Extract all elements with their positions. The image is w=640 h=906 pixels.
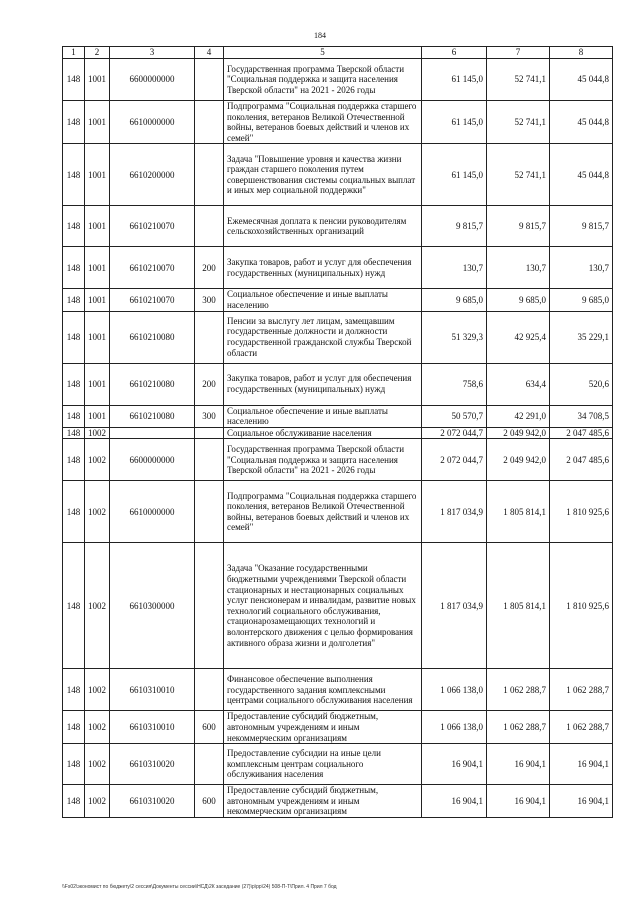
cell-name: Задача "Оказание государственными бюджетными учреждениями Тверской области стационарных и нестационарных социальных услуг пенсионерам и инвалидам, развитие новых технологий социального обслуживания, стационарозамещающих технологий и волонтерского движения с целью формирования активного образа жизни и долголетия" (224, 543, 422, 669)
table-row (63, 439, 613, 481)
cell-name: Задача "Повышение уровня и качества жизни граждан старшего поколения путем совершенствования системы социальных выплат и иных мер социальной поддержки" (224, 144, 422, 206)
cell-expense-type (195, 439, 224, 481)
cell-admin-code: 148 (63, 101, 85, 144)
cell-expense-type (195, 481, 224, 543)
cell-expense-type (195, 669, 224, 711)
cell-amount-year-2: 1 805 814,1 (487, 481, 550, 543)
table-row (63, 711, 613, 744)
cell-amount-year-3: 45 044,8 (550, 101, 613, 144)
cell-amount-year-1: 130,7 (422, 247, 487, 289)
cell-admin-code: 148 (63, 669, 85, 711)
cell-amount-year-2: 42 291,0 (487, 405, 550, 427)
cell-name: Закупка товаров, работ и услуг для обеспечения государственных (муниципальных) нужд (224, 247, 422, 289)
column-header: 6 (422, 47, 487, 59)
cell-amount-year-2: 52 741,1 (487, 101, 550, 144)
cell-admin-code: 148 (63, 363, 85, 405)
cell-amount-year-3: 34 708,5 (550, 405, 613, 427)
cell-target-article: 6610210070 (110, 289, 195, 311)
cell-expense-type (195, 101, 224, 144)
cell-name: Социальное обеспечение и иные выплаты населению (224, 405, 422, 427)
cell-admin-code: 148 (63, 405, 85, 427)
table-row (63, 311, 613, 363)
cell-section-code: 1002 (85, 711, 110, 744)
cell-amount-year-2: 52 741,1 (487, 59, 550, 101)
cell-amount-year-3: 45 044,8 (550, 144, 613, 206)
table-row (63, 247, 613, 289)
cell-section-code: 1002 (85, 785, 110, 818)
table-row (63, 289, 613, 311)
cell-admin-code: 148 (63, 543, 85, 669)
table-row (63, 427, 613, 439)
cell-amount-year-2: 16 904,1 (487, 785, 550, 818)
cell-name: Предоставление субсидий бюджетным, автономным учреждениям и иным некоммерческим организациям (224, 785, 422, 818)
cell-name: Предоставление субсидий бюджетным, автономным учреждениям и иным некоммерческим организациям (224, 711, 422, 744)
table-row (63, 59, 613, 101)
cell-expense-type: 600 (195, 711, 224, 744)
cell-amount-year-2: 2 049 942,0 (487, 427, 550, 439)
cell-section-code: 1001 (85, 289, 110, 311)
cell-section-code: 1002 (85, 439, 110, 481)
page-number: 184 (314, 31, 326, 40)
cell-expense-type (195, 427, 224, 439)
cell-section-code: 1001 (85, 311, 110, 363)
cell-target-article: 6610300000 (110, 543, 195, 669)
cell-admin-code: 148 (63, 744, 85, 785)
cell-name: Государственная программа Тверской области "Социальная поддержка и защита населения Тверской области" на 2021 - 2026 годы (224, 439, 422, 481)
cell-amount-year-3: 1 810 925,6 (550, 543, 613, 669)
cell-expense-type: 200 (195, 363, 224, 405)
cell-target-article: 6610000000 (110, 481, 195, 543)
cell-name: Закупка товаров, работ и услуг для обеспечения государственных (муниципальных) нужд (224, 363, 422, 405)
cell-section-code: 1001 (85, 206, 110, 247)
cell-name: Пенсии за выслугу лет лицам, замещавшим государственные должности и должности государственной гражданской службы Тверской области (224, 311, 422, 363)
cell-name: Подпрограмма "Социальная поддержка старшего поколения, ветеранов Великой Отечественной войны, ветеранов боевых действий и членов их семей" (224, 101, 422, 144)
cell-expense-type (195, 206, 224, 247)
cell-target-article: 6610210080 (110, 311, 195, 363)
cell-expense-type: 300 (195, 289, 224, 311)
cell-expense-type: 200 (195, 247, 224, 289)
cell-amount-year-3: 520,6 (550, 363, 613, 405)
cell-admin-code: 148 (63, 289, 85, 311)
table-row (63, 206, 613, 247)
cell-amount-year-1: 61 145,0 (422, 59, 487, 101)
cell-target-article: 6610310020 (110, 744, 195, 785)
cell-admin-code: 148 (63, 711, 85, 744)
cell-amount-year-1: 51 329,3 (422, 311, 487, 363)
cell-target-article: 6610200000 (110, 144, 195, 206)
column-header: 3 (110, 47, 195, 59)
cell-admin-code: 148 (63, 481, 85, 543)
cell-name: Подпрограмма "Социальная поддержка старшего поколения, ветеранов Великой Отечественной войны, ветеранов боевых действий и членов их семей" (224, 481, 422, 543)
cell-amount-year-2: 1 062 288,7 (487, 669, 550, 711)
cell-amount-year-1: 9 815,7 (422, 206, 487, 247)
table-row (63, 785, 613, 818)
cell-name: Социальное обеспечение и иные выплаты населению (224, 289, 422, 311)
cell-target-article: 6610210070 (110, 247, 195, 289)
cell-section-code: 1001 (85, 101, 110, 144)
cell-section-code: 1001 (85, 59, 110, 101)
cell-amount-year-1: 1 817 034,9 (422, 543, 487, 669)
cell-amount-year-3: 130,7 (550, 247, 613, 289)
cell-amount-year-2: 1 805 814,1 (487, 543, 550, 669)
cell-admin-code: 148 (63, 59, 85, 101)
cell-name: Предоставление субсидии на иные цели комплексным центрам социального обслуживания населения (224, 744, 422, 785)
column-header: 4 (195, 47, 224, 59)
cell-expense-type (195, 543, 224, 669)
cell-section-code: 1001 (85, 363, 110, 405)
column-header: 7 (487, 47, 550, 59)
cell-amount-year-3: 1 062 288,7 (550, 669, 613, 711)
table-row (63, 101, 613, 144)
cell-target-article: 6610210080 (110, 363, 195, 405)
column-number-header (63, 47, 613, 59)
cell-section-code: 1002 (85, 744, 110, 785)
table-row (63, 363, 613, 405)
cell-target-article: 6610210080 (110, 405, 195, 427)
cell-amount-year-1: 16 904,1 (422, 744, 487, 785)
column-header: 1 (63, 47, 85, 59)
cell-target-article: 6610210070 (110, 206, 195, 247)
table-row (63, 481, 613, 543)
cell-target-article: 6610310010 (110, 669, 195, 711)
cell-amount-year-2: 42 925,4 (487, 311, 550, 363)
cell-target-article: 6610310010 (110, 711, 195, 744)
cell-amount-year-2: 634,4 (487, 363, 550, 405)
cell-admin-code: 148 (63, 206, 85, 247)
cell-section-code: 1001 (85, 247, 110, 289)
cell-amount-year-3: 35 229,1 (550, 311, 613, 363)
cell-target-article: 6610000000 (110, 101, 195, 144)
file-path-footer: \\Fs02\экономист по бюджету\2 сессия\Документы сессии\НСД\2К заседание (27)\p\pр\24) 508-П-Т\Прил. 4 Прил 7 бод (62, 884, 337, 890)
cell-section-code: 1002 (85, 481, 110, 543)
cell-section-code: 1002 (85, 427, 110, 439)
cell-expense-type (195, 744, 224, 785)
cell-amount-year-1: 50 570,7 (422, 405, 487, 427)
cell-name: Государственная программа Тверской области "Социальная поддержка и защита населения Тверской области" на 2021 - 2026 годы (224, 59, 422, 101)
cell-expense-type (195, 311, 224, 363)
cell-section-code: 1001 (85, 144, 110, 206)
cell-expense-type (195, 59, 224, 101)
cell-target-article (110, 427, 195, 439)
cell-amount-year-1: 16 904,1 (422, 785, 487, 818)
cell-amount-year-3: 1 810 925,6 (550, 481, 613, 543)
cell-expense-type: 600 (195, 785, 224, 818)
cell-amount-year-2: 1 062 288,7 (487, 711, 550, 744)
cell-amount-year-2: 2 049 942,0 (487, 439, 550, 481)
cell-expense-type (195, 144, 224, 206)
cell-amount-year-1: 1 066 138,0 (422, 711, 487, 744)
cell-amount-year-2: 9 685,0 (487, 289, 550, 311)
table-row (63, 144, 613, 206)
budget-table (62, 46, 613, 818)
cell-amount-year-3: 16 904,1 (550, 744, 613, 785)
cell-amount-year-2: 130,7 (487, 247, 550, 289)
table-row (63, 669, 613, 711)
column-header: 8 (550, 47, 613, 59)
cell-admin-code: 148 (63, 439, 85, 481)
cell-section-code: 1002 (85, 669, 110, 711)
table-row (63, 543, 613, 669)
budget-table-body (63, 47, 613, 818)
cell-section-code: 1002 (85, 543, 110, 669)
cell-admin-code: 148 (63, 247, 85, 289)
cell-amount-year-3: 2 047 485,6 (550, 427, 613, 439)
cell-admin-code: 148 (63, 427, 85, 439)
table-row (63, 405, 613, 427)
table-row (63, 744, 613, 785)
cell-target-article: 6600000000 (110, 439, 195, 481)
cell-name: Ежемесячная доплата к пенсии руководителям сельскохозяйственных организаций (224, 206, 422, 247)
cell-amount-year-1: 2 072 044,7 (422, 439, 487, 481)
cell-name: Социальное обслуживание населения (224, 427, 422, 439)
cell-amount-year-1: 1 817 034,9 (422, 481, 487, 543)
cell-target-article: 6600000000 (110, 59, 195, 101)
column-header: 5 (224, 47, 422, 59)
cell-amount-year-3: 16 904,1 (550, 785, 613, 818)
cell-amount-year-3: 1 062 288,7 (550, 711, 613, 744)
cell-amount-year-2: 52 741,1 (487, 144, 550, 206)
cell-amount-year-3: 9 815,7 (550, 206, 613, 247)
column-header: 2 (85, 47, 110, 59)
cell-admin-code: 148 (63, 311, 85, 363)
cell-amount-year-3: 45 044,8 (550, 59, 613, 101)
cell-amount-year-1: 61 145,0 (422, 144, 487, 206)
cell-amount-year-1: 2 072 044,7 (422, 427, 487, 439)
cell-admin-code: 148 (63, 785, 85, 818)
cell-amount-year-2: 16 904,1 (487, 744, 550, 785)
cell-amount-year-1: 1 066 138,0 (422, 669, 487, 711)
cell-admin-code: 148 (63, 144, 85, 206)
cell-expense-type: 300 (195, 405, 224, 427)
cell-section-code: 1001 (85, 405, 110, 427)
cell-amount-year-2: 9 815,7 (487, 206, 550, 247)
cell-amount-year-1: 9 685,0 (422, 289, 487, 311)
cell-name: Финансовое обеспечение выполнения государственного задания комплексными центрами социального обслуживания населения (224, 669, 422, 711)
cell-amount-year-1: 758,6 (422, 363, 487, 405)
cell-target-article: 6610310020 (110, 785, 195, 818)
cell-amount-year-3: 2 047 485,6 (550, 439, 613, 481)
cell-amount-year-3: 9 685,0 (550, 289, 613, 311)
cell-amount-year-1: 61 145,0 (422, 101, 487, 144)
